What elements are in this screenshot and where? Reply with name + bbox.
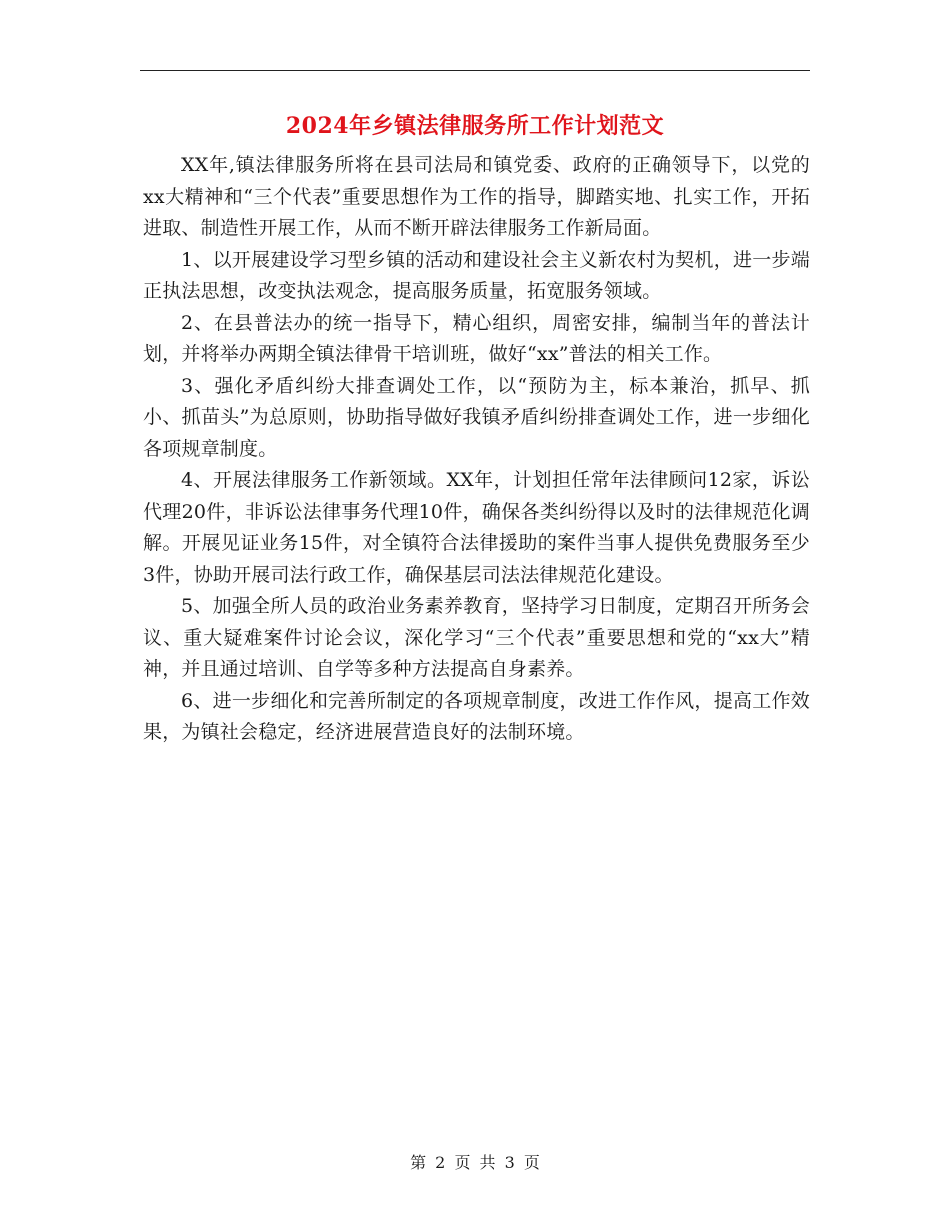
- intro-paragraph: XX年,镇法律服务所将在县司法局和镇党委、政府的正确领导下，以党的xx大精神和“三个代表”重要思想作为工作的指导，脚踏实地、扎实工作，开拓进取、制造性开展工作，从而不断开辟法律服务工作新局面。: [143, 154, 810, 239]
- document-title: 2024年乡镇法律服务所工作计划范文: [285, 113, 665, 139]
- document-body: [143, 150, 810, 749]
- plan-item-2: 2、在县普法办的统一指导下，精心组织，周密安排，编制当年的普法计划，并将举办两期全镇法律骨干培训班，做好“xx”普法的相关工作。: [143, 311, 810, 365]
- header-rule: [140, 70, 810, 71]
- plan-item-3: 3、强化矛盾纠纷大排查调处工作，以“预防为主，标本兼治，抓早、抓小、抓苗头”为总原则，协助指导做好我镇矛盾纠纷排查调处工作，进一步细化各项规章制度。: [143, 374, 810, 460]
- plan-item-6: 6、进一步细化和完善所制定的各项规章制度，改进工作作风，提高工作效果，为镇社会稳定，经济进展营造良好的法制环境。: [143, 689, 810, 743]
- page-number: 第 2 页 共 3 页: [410, 1153, 540, 1172]
- plan-item-1: 1、以开展建设学习型乡镇的活动和建设社会主义新农村为契机，进一步端正执法思想，改变执法观念，提高服务质量，拓宽服务领域。: [143, 248, 810, 302]
- plan-item-5: 5、加强全所人员的政治业务素养教育，坚持学习日制度，定期召开所务会议、重大疑难案件讨论会议，深化学习“三个代表”重要思想和党的“xx大”精神，并且通过培训、自学等多种方法提高自身素养。: [143, 595, 810, 680]
- plan-item-4: 4、开展法律服务工作新领域。XX年，计划担任常年法律顾问12家，诉讼代理20件，非诉讼法律事务代理10件，确保各类纠纷得以及时的法律规范化调解。开展见证业务15件，对全镇符合法律援助的案件当事人提供免费服务至少3件，协助开展司法行政工作，确保基层司法法律规范化建设。: [143, 469, 810, 586]
